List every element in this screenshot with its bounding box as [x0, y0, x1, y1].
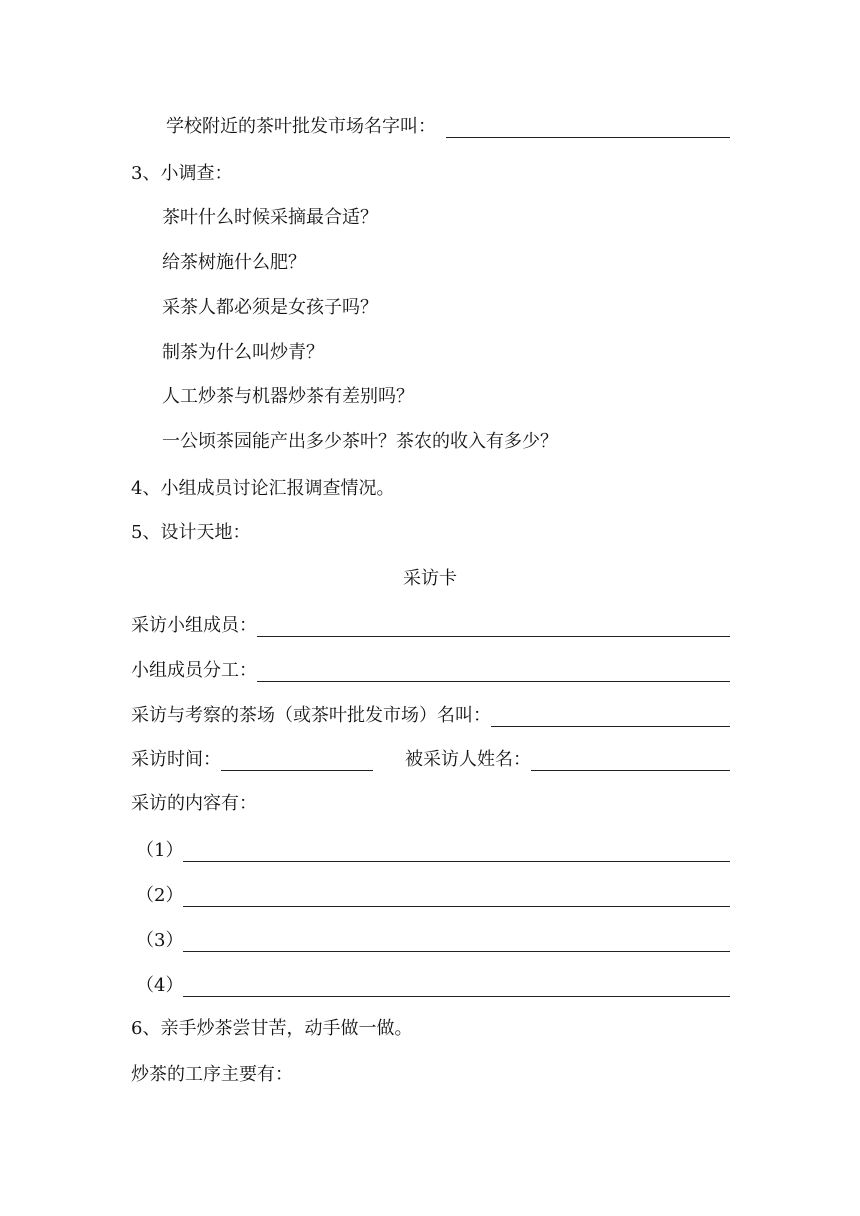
- place-row: [131, 701, 730, 727]
- survey-question-5: 人工炒茶与机器炒茶有差别吗？: [162, 386, 414, 407]
- interviewee-label: 被采访人姓名：: [405, 749, 531, 770]
- content-item-4-row: [136, 971, 730, 997]
- members-blank[interactable]: [257, 618, 730, 637]
- survey-question-1: 茶叶什么时候采摘最合适？: [162, 207, 378, 228]
- place-blank[interactable]: [491, 708, 730, 727]
- section-5-heading: 5、设计天地：: [131, 522, 251, 543]
- content-item-4-blank[interactable]: [183, 978, 730, 997]
- content-item-3-row: [136, 926, 730, 952]
- survey-question-3: 采茶人都必须是女孩子吗？: [162, 297, 378, 318]
- section-3-heading: 3、小调查：: [131, 163, 233, 184]
- survey-question-2: 给茶树施什么肥？: [162, 252, 306, 273]
- section-6-heading: 6、亲手炒茶尝甘苦，动手做一做。: [131, 1018, 413, 1039]
- content-item-1-row: [136, 836, 730, 862]
- time-row: [131, 745, 730, 771]
- members-row: [131, 611, 730, 637]
- market-name-row: [166, 112, 730, 138]
- survey-question-4: 制茶为什么叫炒青？: [162, 342, 324, 363]
- market-name-blank[interactable]: [446, 119, 730, 138]
- time-blank[interactable]: [221, 752, 373, 771]
- content-item-4-number: （4）: [136, 975, 184, 996]
- members-label: 采访小组成员：: [131, 615, 257, 636]
- market-name-label: 学校附近的茶叶批发市场名字叫：: [166, 116, 436, 137]
- place-label: 采访与考察的茶场（或茶叶批发市场）名叫：: [131, 705, 491, 726]
- content-item-1-number: （1）: [136, 840, 184, 861]
- content-item-2-number: （2）: [136, 885, 184, 906]
- content-item-2-row: [136, 881, 730, 907]
- survey-question-6: 一公顷茶园能产出多少茶叶？茶农的收入有多少？: [162, 431, 558, 452]
- content-item-3-number: （3）: [136, 930, 184, 951]
- content-label: 采访的内容有：: [131, 793, 257, 814]
- division-row: [131, 656, 730, 682]
- interview-card-title: 采访卡: [403, 568, 457, 589]
- division-label: 小组成员分工：: [131, 660, 257, 681]
- content-item-3-blank[interactable]: [183, 933, 730, 952]
- time-label: 采访时间：: [131, 749, 221, 770]
- content-item-2-blank[interactable]: [183, 888, 730, 907]
- division-blank[interactable]: [257, 663, 730, 682]
- section-4-heading: 4、小组成员讨论汇报调查情况。: [131, 478, 395, 499]
- interviewee-blank[interactable]: [531, 752, 730, 771]
- tea-process-label: 炒茶的工序主要有：: [131, 1064, 293, 1085]
- content-item-1-blank[interactable]: [183, 843, 730, 862]
